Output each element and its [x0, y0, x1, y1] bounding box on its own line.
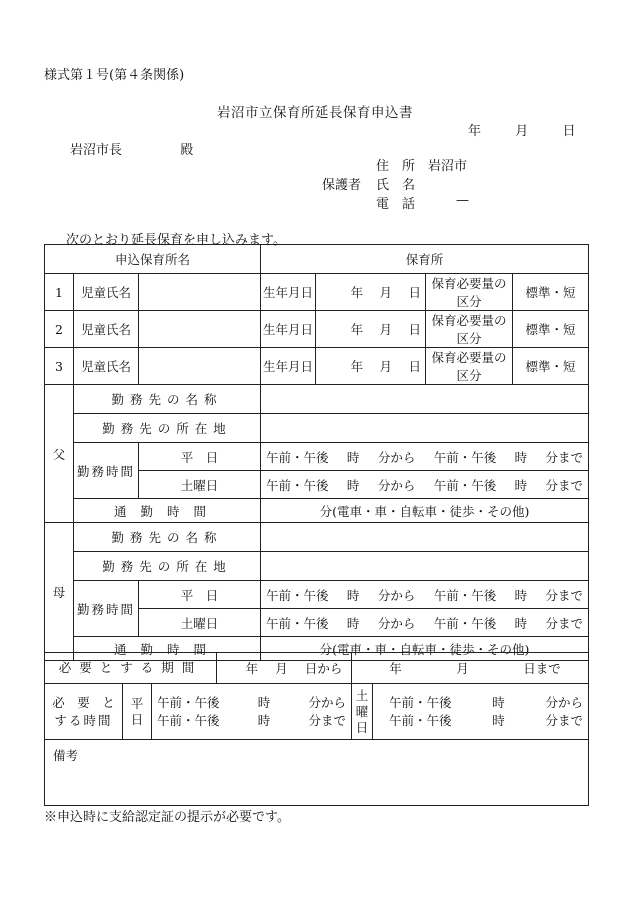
required-time-label-1: 必 要 と — [52, 694, 115, 710]
time-ampm: 午前・午後 — [433, 615, 497, 631]
time-ampm: 午前・午後 — [433, 449, 497, 465]
period-end-field[interactable] — [352, 659, 588, 677]
child-row — [45, 348, 589, 385]
period-year: 年 — [389, 661, 402, 676]
mother-work-hours-label: 勤務時間 — [74, 581, 139, 637]
time-ampm: 午前・午後 — [266, 449, 329, 465]
father-weekday-label: 平 日 — [139, 443, 261, 471]
time-ampm: 午前・午後 — [266, 477, 329, 493]
time-from: 分から — [377, 449, 416, 465]
time-to: 分まで — [308, 712, 347, 728]
mother-saturday-time[interactable] — [261, 609, 589, 637]
child-dob-label: 生年月日 — [261, 348, 316, 385]
child-name-field[interactable] — [139, 311, 261, 348]
child-need-value[interactable]: 標準・短 — [513, 348, 589, 385]
mother-saturday-label: 土曜日 — [139, 609, 261, 637]
time-hour: 時 — [346, 477, 360, 493]
mother-work-address-field[interactable] — [261, 552, 589, 581]
mother-label: 母 — [45, 523, 74, 661]
time-hour: 時 — [514, 449, 528, 465]
mother-work-address-label: 勤務先の所在地 — [74, 552, 261, 581]
father-saturday-label: 土曜日 — [139, 471, 261, 499]
time-ampm: 午前・午後 — [266, 587, 329, 603]
period-month: 月 — [275, 661, 288, 676]
remarks-field[interactable] — [45, 740, 589, 806]
form-title: 岩沼市立保育所延長保育申込書 — [217, 105, 413, 121]
time-to: 分まで — [545, 712, 584, 728]
saturday-char: 日 — [355, 719, 369, 735]
child-dob-field[interactable] — [316, 274, 426, 311]
name-label: 氏 名 — [376, 178, 416, 193]
time-hour: 時 — [346, 615, 360, 631]
time-to: 分まで — [545, 477, 583, 493]
time-from: 分から — [377, 587, 416, 603]
father-work-name-field[interactable] — [261, 385, 589, 414]
mother-work-name-field[interactable] — [261, 523, 589, 552]
time-ampm: 午前・午後 — [389, 712, 452, 728]
father-commute-field[interactable] — [261, 499, 589, 523]
father-saturday-time[interactable] — [261, 471, 589, 499]
child-row — [45, 311, 589, 348]
child-no: 1 — [45, 274, 74, 311]
child-dob-format: 年 月 日 — [350, 359, 422, 374]
weekday-char: 平 — [130, 695, 144, 711]
time-to: 分まで — [545, 587, 583, 603]
time-ampm: 午前・午後 — [433, 587, 497, 603]
child-row — [45, 274, 589, 311]
commute-options: 分(電車・車・自転車・徒歩・その他) — [319, 503, 530, 519]
form-number: 様式第１号(第４条関係) — [44, 68, 185, 83]
child-name-field[interactable] — [139, 274, 261, 311]
father-weekday-time[interactable] — [261, 443, 589, 471]
address-value: 岩沼市 — [428, 159, 468, 174]
guardian-label: 保護者 — [322, 178, 362, 193]
weekday-char: 日 — [130, 711, 144, 727]
time-from: 分から — [377, 477, 416, 493]
time-hour: 時 — [257, 712, 271, 728]
child-need-label: 保育必要量の区分 — [426, 274, 513, 311]
date-line — [468, 120, 576, 139]
period-year: 年 — [245, 661, 259, 676]
date-month: 月 — [515, 124, 529, 139]
child-name-label: 児童氏名 — [74, 274, 139, 311]
time-from: 分から — [545, 694, 584, 710]
commute-options: 分(電車・車・自転車・徒歩・その他) — [319, 641, 530, 657]
mother-work-name-label: 勤務先の名称 — [74, 523, 261, 552]
time-hour: 時 — [492, 694, 505, 710]
mother-weekday-label: 平 日 — [139, 581, 261, 609]
time-hour: 時 — [346, 449, 360, 465]
phone-dash: — — [456, 193, 469, 208]
father-work-address-label: 勤務先の所在地 — [74, 414, 261, 443]
facility-field[interactable] — [261, 245, 589, 274]
period-field[interactable] — [217, 659, 351, 677]
addressee — [70, 139, 193, 158]
time-ampm: 午前・午後 — [389, 694, 452, 710]
child-name-label: 児童氏名 — [74, 348, 139, 385]
child-dob-format: 年 月 日 — [350, 322, 422, 337]
time-hour: 時 — [346, 587, 360, 603]
child-no: 2 — [45, 311, 74, 348]
period-table — [44, 652, 589, 806]
mother-weekday-time[interactable] — [261, 581, 589, 609]
time-from: 分から — [377, 615, 416, 631]
weekday-required-time[interactable] — [152, 684, 352, 740]
child-dob-label: 生年月日 — [261, 311, 316, 348]
saturday-required-time[interactable] — [373, 684, 589, 740]
child-need-value[interactable]: 標準・短 — [513, 274, 589, 311]
period-to: 日まで — [523, 661, 561, 676]
period-month: 月 — [456, 661, 469, 676]
child-dob-format: 年 月 日 — [350, 285, 422, 300]
father-work-address-field[interactable] — [261, 414, 589, 443]
address-label: 住 所 — [376, 159, 416, 174]
father-work-name-label: 勤務先の名称 — [74, 385, 261, 414]
application-table — [44, 244, 589, 661]
addressee-name: 岩沼市長 — [70, 143, 123, 158]
father-work-hours-label: 勤務時間 — [74, 443, 139, 499]
child-dob-field[interactable] — [316, 311, 426, 348]
time-ampm: 午前・午後 — [157, 694, 220, 710]
child-dob-label: 生年月日 — [261, 274, 316, 311]
child-name-field[interactable] — [139, 348, 261, 385]
required-time-label — [45, 684, 123, 740]
phone-label: 電 話 — [376, 197, 416, 212]
footer-note: ※申込時に支給認定証の提示が必要です。 — [44, 810, 290, 825]
time-to: 分まで — [545, 615, 583, 631]
father-label: 父 — [45, 385, 74, 523]
child-dob-field[interactable] — [316, 348, 426, 385]
child-need-label: 保育必要量の区分 — [426, 348, 513, 385]
required-time-label-2: する時間 — [54, 712, 113, 728]
time-ampm: 午前・午後 — [266, 615, 329, 631]
period-label: 必要とする期間 — [45, 653, 217, 683]
time-from: 分から — [308, 694, 347, 710]
facility-suffix: 保育所 — [405, 252, 444, 267]
father-commute-label: 通勤時間 — [74, 499, 261, 523]
child-need-value[interactable]: 標準・短 — [513, 311, 589, 348]
saturday-char: 曜 — [355, 703, 369, 719]
time-hour: 時 — [514, 615, 528, 631]
date-day: 日 — [562, 124, 576, 139]
period-from: 日から — [304, 661, 343, 676]
time-hour: 時 — [492, 712, 505, 728]
saturday-char: 土 — [355, 687, 369, 703]
intro-text: 次のとおり延長保育を申し込みます。 — [66, 233, 286, 248]
time-ampm: 午前・午後 — [157, 712, 220, 728]
weekday-vertical-label — [123, 684, 152, 740]
time-to: 分まで — [545, 449, 583, 465]
saturday-vertical-label — [352, 684, 373, 740]
addressee-honorific: 殿 — [180, 143, 194, 158]
time-hour: 時 — [257, 694, 271, 710]
child-name-label: 児童氏名 — [74, 311, 139, 348]
time-hour: 時 — [514, 477, 528, 493]
remarks-label: 備考 — [53, 748, 79, 763]
date-year: 年 — [468, 124, 482, 139]
facility-label: 申込保育所名 — [45, 245, 261, 274]
time-ampm: 午前・午後 — [433, 477, 497, 493]
child-no: 3 — [45, 348, 74, 385]
child-need-label: 保育必要量の区分 — [426, 311, 513, 348]
mother-commute-label: 通勤時間 — [74, 637, 261, 661]
time-hour: 時 — [514, 587, 528, 603]
